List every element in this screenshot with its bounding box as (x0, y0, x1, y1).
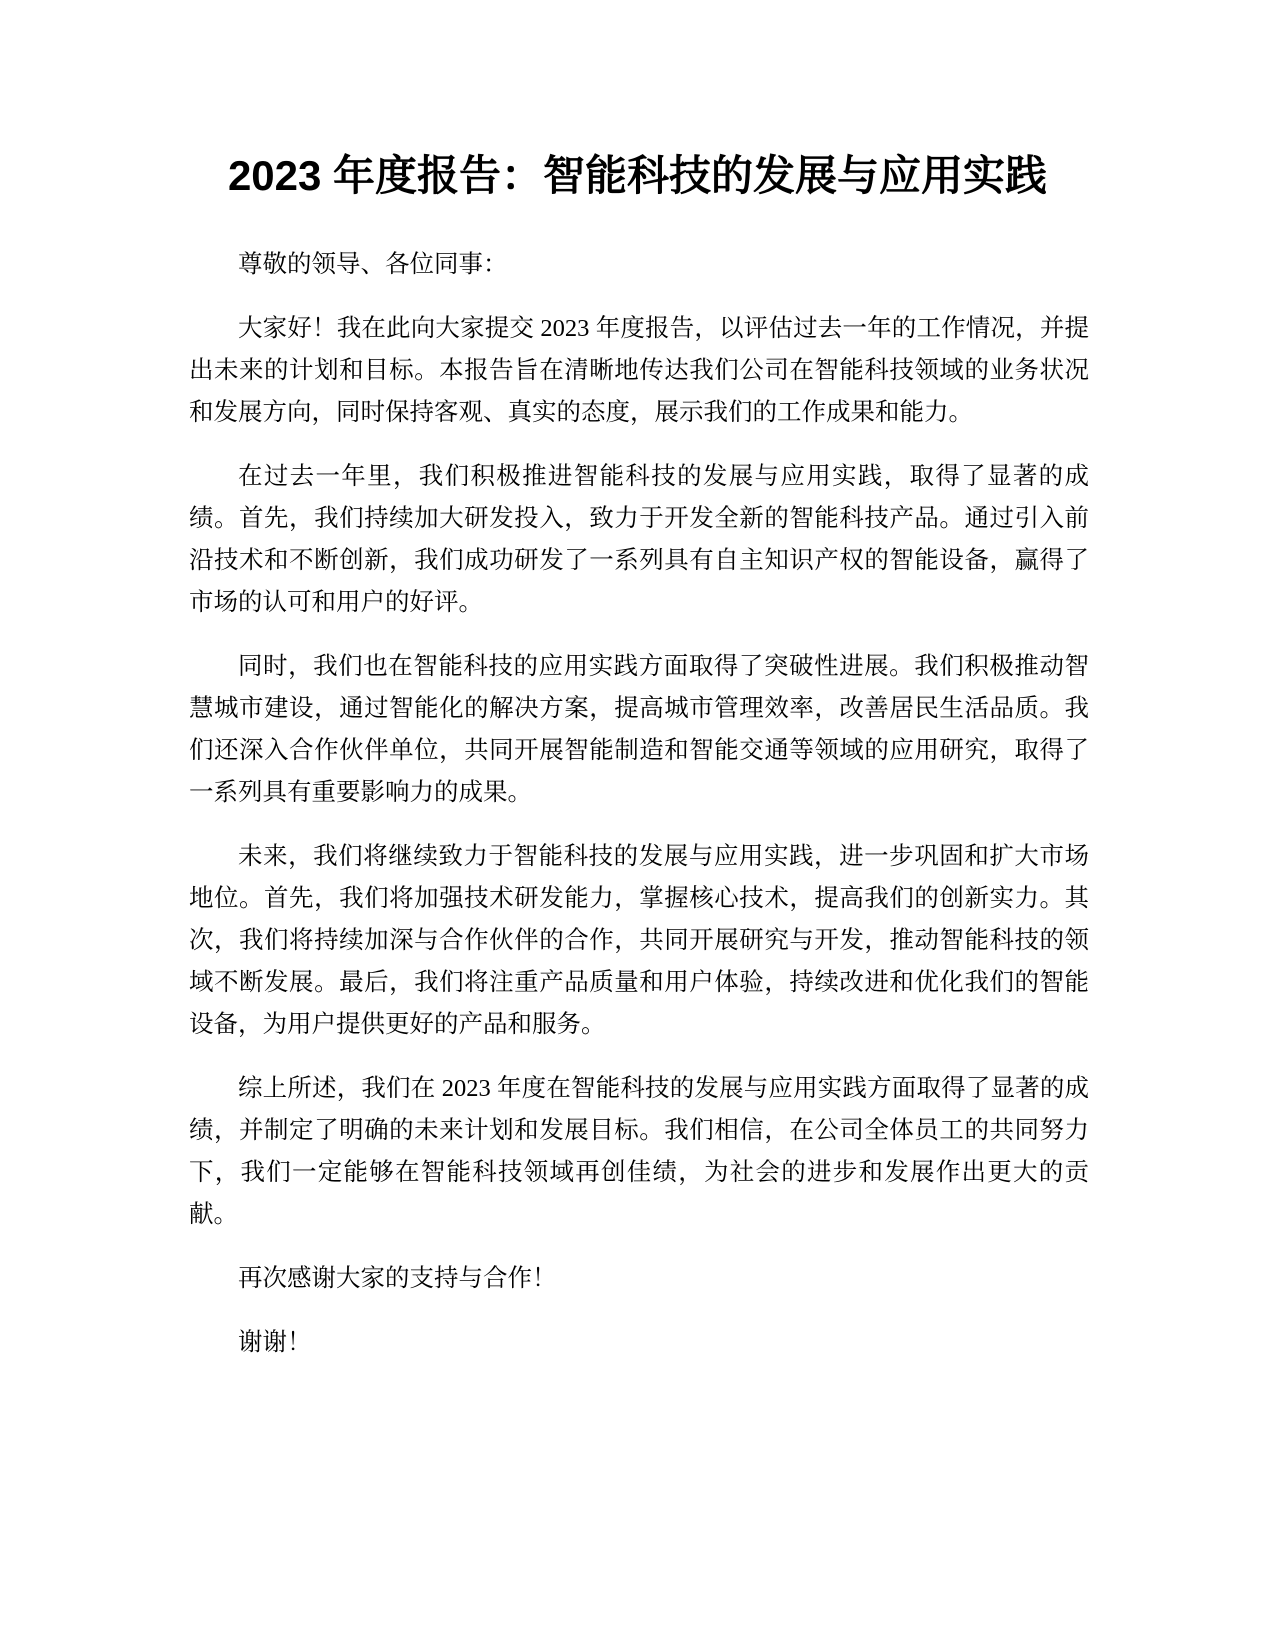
paragraph-salutation: 尊敬的领导、各位同事： (238, 251, 508, 278)
paragraph-closing: 谢谢！ (238, 1329, 312, 1356)
paragraph-applications: 同时，我们也在智能科技的应用实践方面取得了突破性进展。我们积极推动智慧城市建设，通过智能化的解决方案，提高城市管理效率，改善居民生活品质。我们还深入合作伙伴单位，共同开展智能制造和智能交通等领域的应用研究，取得了一系列具有重要影响力的成果。 (189, 653, 1089, 806)
paragraph-introduction: 大家好！我在此向大家提交 2023 年度报告，以评估过去一年的工作情况，并提出未来的计划和目标。本报告旨在清晰地传达我们公司在智能科技领域的业务状况和发展方向，同时保持客观、真实的态度，展示我们的工作成果和能力。 (189, 315, 1089, 426)
document-body (189, 244, 1089, 1386)
paragraph-thanks: 再次感谢大家的支持与合作！ (238, 1265, 557, 1292)
document-title: 2023 年度报告：智能科技的发展与应用实践 (227, 152, 1048, 199)
paragraph-summary: 综上所述，我们在 2023 年度在智能科技的发展与应用实践方面取得了显著的成绩，并制定了明确的未来计划和发展目标。我们相信，在公司全体员工的共同努力下，我们一定能够在智能科技领域再创佳绩，为社会的进步和发展作出更大的贡献。 (189, 1075, 1089, 1228)
paragraph-achievements: 在过去一年里，我们积极推进智能科技的发展与应用实践，取得了显著的成绩。首先，我们持续加大研发投入，致力于开发全新的智能科技产品。通过引入前沿技术和不断创新，我们成功研发了一系列具有自主知识产权的智能设备，赢得了市场的认可和用户的好评。 (189, 463, 1089, 616)
paragraph-future-plans: 未来，我们将继续致力于智能科技的发展与应用实践，进一步巩固和扩大市场地位。首先，我们将加强技术研发能力，掌握核心技术，提高我们的创新实力。其次，我们将持续加深与合作伙伴的合作，共同开展研究与开发，推动智能科技的领域不断发展。最后，我们将注重产品质量和用户体验，持续改进和优化我们的智能设备，为用户提供更好的产品和服务。 (189, 843, 1089, 1038)
